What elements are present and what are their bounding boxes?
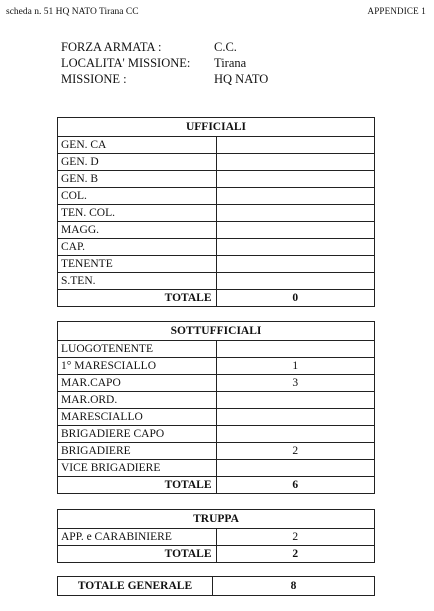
count-cell — [216, 426, 375, 443]
sottufficiali-table — [57, 321, 375, 494]
ufficiali-table — [57, 117, 375, 307]
count-cell — [216, 341, 375, 358]
rank-cell: 1° MARESCIALLO — [58, 358, 217, 375]
count-cell: 2 — [216, 529, 375, 546]
rank-cell: TEN. COL. — [58, 205, 217, 222]
sottufficiali-title: SOTTUFFICIALI — [58, 322, 375, 341]
count-cell — [216, 256, 375, 273]
info-value: HQ NATO — [214, 72, 269, 86]
table-row — [58, 375, 375, 392]
totale-generale-table — [57, 576, 375, 596]
table-row — [58, 443, 375, 460]
total-row — [58, 290, 375, 307]
table-row — [58, 222, 375, 239]
rank-cell: MAR.CAPO — [58, 375, 217, 392]
table-row — [58, 529, 375, 546]
rank-cell: MARESCIALLO — [58, 409, 217, 426]
total-value: 6 — [216, 477, 375, 494]
table-row — [58, 188, 375, 205]
rank-cell: S.TEN. — [58, 273, 217, 290]
table-row — [58, 392, 375, 409]
count-cell — [216, 205, 375, 222]
rank-cell: MAR.ORD. — [58, 392, 217, 409]
count-cell: 2 — [216, 443, 375, 460]
rank-cell: COL. — [58, 188, 217, 205]
count-cell: 3 — [216, 375, 375, 392]
count-cell — [216, 171, 375, 188]
table-row — [58, 273, 375, 290]
count-cell — [216, 460, 375, 477]
info-value: Tirana — [214, 56, 247, 70]
total-value: 0 — [216, 290, 375, 307]
info-forza-armata — [61, 40, 237, 55]
table-row — [58, 205, 375, 222]
rank-cell: GEN. CA — [58, 137, 217, 154]
table-row — [58, 341, 375, 358]
table-row — [58, 239, 375, 256]
info-label: FORZA ARMATA : — [61, 40, 162, 54]
count-cell: 1 — [216, 358, 375, 375]
rank-cell: GEN. B — [58, 171, 217, 188]
count-cell — [216, 392, 375, 409]
rank-cell: VICE BRIGADIERE — [58, 460, 217, 477]
truppa-title: TRUPPA — [58, 510, 375, 529]
rank-cell: MAGG. — [58, 222, 217, 239]
total-value: 2 — [216, 546, 375, 563]
count-cell — [216, 239, 375, 256]
count-cell — [216, 222, 375, 239]
info-label: LOCALITA' MISSIONE: — [61, 56, 191, 70]
truppa-table — [57, 509, 375, 563]
total-label: TOTALE — [58, 477, 217, 494]
rank-cell: APP. e CARABINIERE — [58, 529, 217, 546]
count-cell — [216, 188, 375, 205]
table-row — [58, 154, 375, 171]
table-row — [58, 426, 375, 443]
total-row — [58, 546, 375, 563]
info-value: C.C. — [214, 40, 237, 54]
count-cell — [216, 154, 375, 171]
count-cell — [216, 409, 375, 426]
rank-cell: GEN. D — [58, 154, 217, 171]
sheet-reference: scheda n. 51 HQ NATO Tirana CC — [6, 7, 139, 17]
grand-total-value: 8 — [213, 577, 375, 596]
table-row — [58, 256, 375, 273]
info-localita-missione — [61, 56, 246, 71]
total-row — [58, 477, 375, 494]
info-missione — [61, 72, 268, 87]
count-cell — [216, 273, 375, 290]
rank-cell: BRIGADIERE — [58, 443, 217, 460]
table-row — [58, 460, 375, 477]
total-label: TOTALE — [58, 546, 217, 563]
info-label: MISSIONE : — [61, 72, 127, 86]
table-row — [58, 137, 375, 154]
appendix-label: APPENDICE 1 — [367, 6, 426, 16]
count-cell — [216, 137, 375, 154]
grand-total-label: TOTALE GENERALE — [58, 577, 213, 596]
ufficiali-title: UFFICIALI — [58, 118, 375, 137]
rank-cell: BRIGADIERE CAPO — [58, 426, 217, 443]
rank-cell: LUOGOTENENTE — [58, 341, 217, 358]
table-row — [58, 409, 375, 426]
rank-cell: TENENTE — [58, 256, 217, 273]
table-row — [58, 171, 375, 188]
total-label: TOTALE — [58, 290, 217, 307]
rank-cell: CAP. — [58, 239, 217, 256]
grand-total-row — [58, 577, 375, 596]
table-row — [58, 358, 375, 375]
